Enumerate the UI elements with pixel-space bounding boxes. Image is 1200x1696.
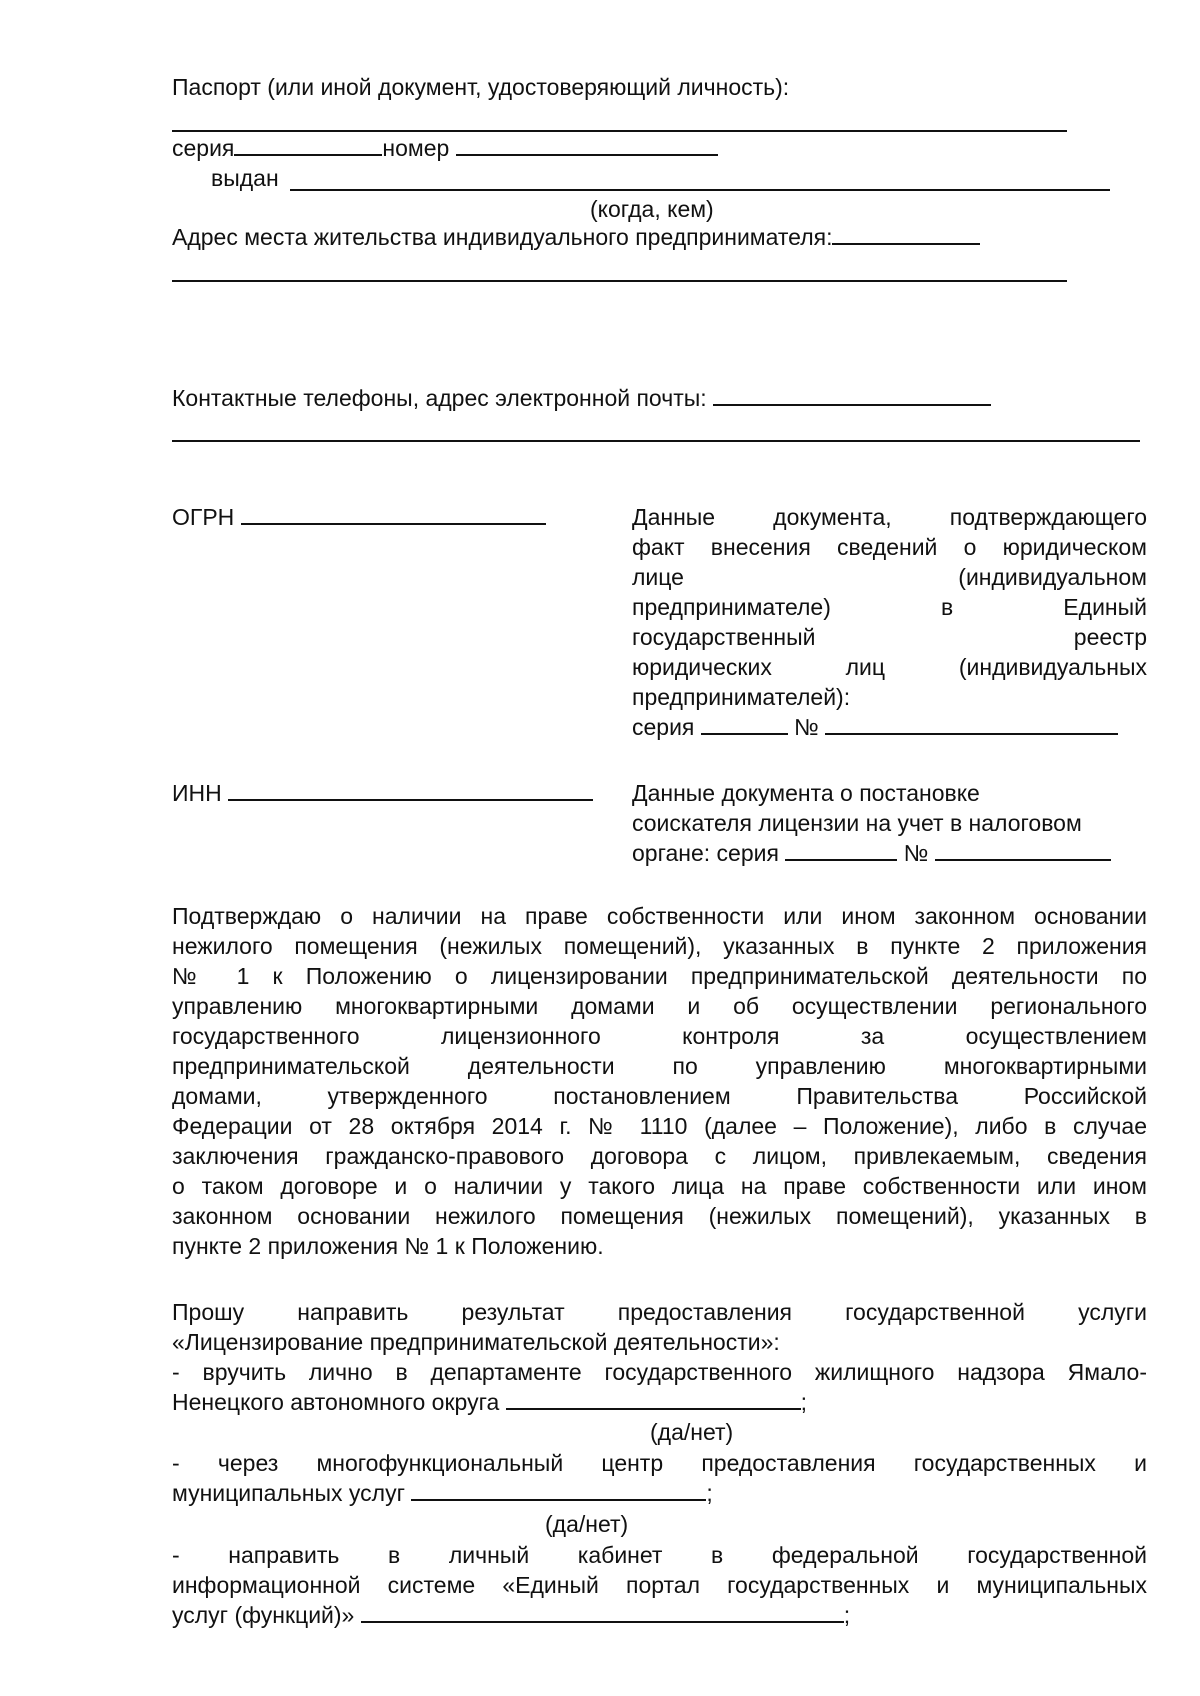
ogrn-label: ОГРН [172,504,235,530]
inn-doc-line: соискателя лицензии на учет в налоговом [632,810,1082,836]
ogrn-series-label: серия [632,714,695,740]
confirmation-line: управлению многоквартирными домами и об осуществлении регионального [172,993,1147,1019]
inn-series-field[interactable] [785,839,897,861]
request-option-1-row [172,1387,807,1417]
request-option-2-field[interactable] [411,1479,706,1501]
inn-doc-series-row [632,838,1111,868]
yes-no-hint: (да/нет) [545,1511,629,1537]
request-intro-line: «Лицензирование предпринимательской деятельности»: [172,1329,780,1355]
ogrn-series-field[interactable] [701,713,788,735]
request-option-1-field[interactable] [506,1388,801,1410]
inn-field[interactable] [228,779,593,801]
inn-number-sign: № [903,840,929,866]
inn-doc-line: Данные документа о постановке [632,780,980,806]
ogrn-doc-line: факт внесения сведений о юридическом [632,534,1147,560]
request-option-3-line: - направить в личный кабинет в федеральной государственной [172,1542,1147,1568]
ogrn-doc-line: лице (индивидуальном [632,564,1147,590]
address-field[interactable] [832,223,980,245]
request-option-2-tail: муниципальных услуг [172,1480,405,1506]
address-label: Адрес места жительства индивидуального предпринимателя: [172,224,833,250]
passport-series-field[interactable] [234,134,382,156]
contacts-line-2[interactable] [172,440,1140,442]
ogrn-doc-line: государственный реестр [632,624,1147,650]
confirmation-line: законном основании нежилого помещения (нежилых помещений), указанных в [172,1203,1147,1229]
inn-series-label: органе: серия [632,840,779,866]
request-option-3-tail: услуг (функций)» [172,1602,355,1628]
passport-number-field[interactable] [456,134,718,156]
passport-series-row [172,133,718,163]
address-line-2[interactable] [172,280,1067,282]
inn-label: ИНН [172,780,222,806]
passport-when-who-hint: (когда, кем) [590,196,714,222]
passport-issued-field[interactable] [290,189,1110,191]
confirmation-line: нежилого помещения (нежилых помещений), указанных в пункте 2 приложения [172,933,1147,959]
ogrn-number-sign: № [794,714,819,740]
confirmation-line: № 1 к Положению о лицензировании предпринимательской деятельности по [172,963,1147,989]
confirmation-line: домами, утвержденного постановлением Правительства Российской [172,1083,1147,1109]
request-intro-line: Прошу направить результат предоставления государственной услуги [172,1299,1147,1325]
request-option-3-field[interactable] [361,1601,844,1623]
ogrn-row [172,502,546,532]
request-option-3 [172,1540,1147,1600]
yes-no-hint: (да/нет) [650,1419,734,1445]
confirmation-line: Федерации от 28 октября 2014 г. № 1110 (далее – Положение), либо в случае [172,1113,1147,1139]
request-option-2 [172,1448,1147,1478]
inn-number-field[interactable] [935,839,1111,861]
passport-series-label: серия [172,135,235,161]
contacts-label: Контактные телефоны, адрес электронной почты: [172,385,707,411]
contacts-field[interactable] [713,384,991,406]
request-option-1-tail: Ненецкого автономного округа [172,1389,500,1415]
semicolon: ; [800,1389,808,1415]
passport-number-label: номер [382,135,450,161]
request-option-2-row [172,1478,713,1508]
ogrn-doc-line: предпринимателе) в Единый [632,594,1147,620]
request-intro [172,1297,1147,1357]
confirmation-line: Подтверждаю о наличии на праве собственности или ином законном основании [172,903,1147,929]
confirmation-paragraph [172,901,1147,1261]
passport-line[interactable] [172,130,1067,132]
request-option-1 [172,1357,1147,1387]
passport-label: Паспорт (или иной документ, удостоверяющий личность): [172,74,790,100]
request-option-2-line: - через многофункциональный центр предоставления государственных и [172,1450,1147,1476]
ogrn-doc-text [632,502,1147,712]
confirmation-line: предпринимательской деятельности по управлению многоквартирными [172,1053,1147,1079]
request-option-3-line: информационной системе «Единый портал государственных и муниципальных [172,1572,1147,1598]
confirmation-line: пункте 2 приложения № 1 к Положению. [172,1233,604,1259]
inn-doc-text [632,778,1111,868]
confirmation-line: государственного лицензионного контроля за осуществлением [172,1023,1147,1049]
ogrn-field[interactable] [241,503,546,525]
inn-row [172,778,593,808]
ogrn-doc-series-row [632,712,1118,742]
ogrn-doc-line: юридических лиц (индивидуальных [632,654,1147,680]
passport-issued-label: выдан [211,165,279,191]
semicolon: ; [706,1480,713,1506]
address-row [172,222,980,252]
ogrn-doc-line: предпринимателей): [632,684,851,710]
request-option-3-row [172,1600,850,1630]
ogrn-doc-line: Данные документа, подтверждающего [632,504,1147,530]
request-option-1-line: - вручить лично в департаменте государственного жилищного надзора Ямало- [172,1359,1147,1385]
confirmation-line: заключения гражданско-правового договора с лицом, привлекаемым, сведения [172,1143,1147,1169]
contacts-row [172,383,991,413]
confirmation-line: о таком договоре и о наличии у такого лица на праве собственности или ином [172,1173,1147,1199]
semicolon: ; [843,1602,851,1628]
ogrn-number-field[interactable] [825,713,1118,735]
